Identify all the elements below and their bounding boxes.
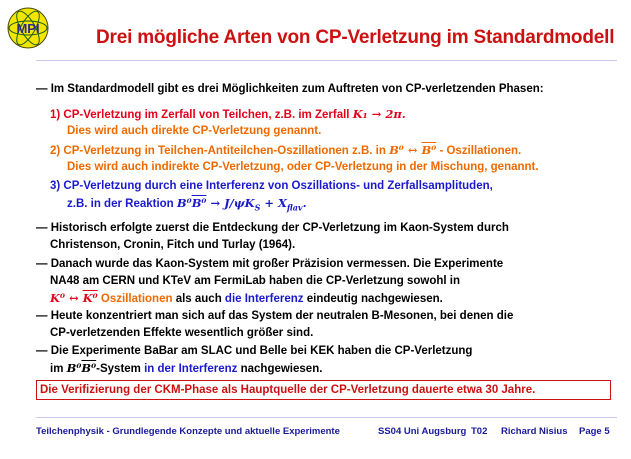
item-1-line-1 xyxy=(50,107,406,123)
item-1-line-2: Dies wird auch direkte CP-Verletzung genannt. xyxy=(67,125,322,137)
bullet-3-line-2: CP-verletzenden Effekte wesentlich größer sind. xyxy=(50,327,314,339)
bullet-4-text-a: im xyxy=(50,363,67,375)
item-2-text: 2) CP-Verletzung in Teilchen-Antiteilchen-Oszillationen z.B. in xyxy=(50,145,390,157)
item-2-formula-b: B⁰ xyxy=(421,143,437,157)
bullet-2-formula-b: K⁰ xyxy=(82,291,98,305)
item-2-line-2: Dies wird auch indirekte CP-Verletzung, oder CP-Verletzung in der Mischung, genannt. xyxy=(67,161,539,173)
page-title: Drei mögliche Arten von CP-Verletzung im Standardmodell xyxy=(96,27,615,48)
bullet-2-mid: als auch xyxy=(172,293,225,305)
footer-page: Page 5 xyxy=(579,426,610,437)
item-3-text: z.B. in der Reaktion xyxy=(67,198,177,210)
bullet-2-interference: die Interferenz xyxy=(224,293,304,305)
bullet-2-line-1: — Danach wurde das Kaon-System mit großer Präzision vermessen. Die Experimente xyxy=(36,258,504,270)
item-1-formula: K₁ → 2π. xyxy=(352,107,406,121)
item-2-text-end: - Oszillationen. xyxy=(436,145,522,157)
bullet-2-line-3 xyxy=(50,291,443,307)
bottom-divider xyxy=(36,417,617,418)
intro-text: — Im Standardmodell gibt es drei Möglichkeiten zum Auftreten von CP-verletzenden Phasen: xyxy=(36,83,544,95)
item-2-line-1 xyxy=(50,143,521,159)
item-1-text: 1) CP-Verletzung im Zerfall von Teilchen, z.B. im Zerfall xyxy=(50,109,353,121)
top-divider xyxy=(36,60,617,61)
footer-course: Teilchenphysik - Grundlegende Konzepte und aktuelle Experimente xyxy=(36,426,340,437)
bullet-2-formula-a: K⁰ ↔ xyxy=(50,291,83,305)
bullet-2-end: eindeutig nachgewiesen. xyxy=(303,293,443,305)
bullet-4-formula-a: B⁰ xyxy=(66,361,82,375)
item-3-formula-b: B⁰ xyxy=(191,196,207,210)
item-3-formula-sub-s: S xyxy=(254,202,261,213)
item-3-formula-d: + X xyxy=(260,196,287,210)
bullet-4-interference: in der Interferenz xyxy=(144,363,238,375)
item-3-formula-a: B⁰ xyxy=(176,196,192,210)
footer-code: T02 xyxy=(471,426,488,437)
item-3-line-2 xyxy=(67,196,307,212)
footer-author: Richard Nisius xyxy=(501,426,568,437)
bullet-1-line-1: — Historisch erfolgte zuerst die Entdeckung der CP-Verletzung im Kaon-System durch xyxy=(36,222,509,234)
item-3-formula-c: → J/ψK xyxy=(206,196,255,210)
bullet-2-oscillations: Oszillationen xyxy=(97,293,173,305)
item-3-formula-end: . xyxy=(302,196,307,210)
footer xyxy=(36,426,618,438)
footer-term: SS04 Uni Augsburg xyxy=(378,426,467,437)
item-3-line-1: 3) CP-Verletzung durch eine Interferenz von Oszillations- und Zerfallsamplituden, xyxy=(50,180,493,192)
item-2-formula-a: B⁰ ↔ xyxy=(389,143,422,157)
bullet-4-end: nachgewiesen. xyxy=(237,363,323,375)
bullet-4-formula-b: B⁰ xyxy=(81,361,97,375)
bullet-4-line-2 xyxy=(50,361,322,377)
item-3-formula-sub-flav: flav xyxy=(286,202,303,213)
bullet-3-line-1: — Heute konzentriert man sich auf das System der neutralen B-Mesonen, bei denen die xyxy=(36,310,514,322)
bullet-2-line-2: NA48 am CERN und KTeV am FermiLab haben die CP-Verletzung sowohl in xyxy=(50,275,461,287)
conclusion-box: Die Verifizierung der CKM-Phase als Hauptquelle der CP-Verletzung dauerte etwa 30 Jahre. xyxy=(36,380,611,400)
bullet-1-line-2: Christenson, Cronin, Fitch und Turlay (1964). xyxy=(50,239,296,251)
svg-text:MPI: MPI xyxy=(16,21,40,36)
bullet-4-text-b: -System xyxy=(96,363,145,375)
mpi-logo xyxy=(6,6,50,50)
bullet-4-line-1: — Die Experimente BaBar am SLAC und Belle bei KEK haben die CP-Verletzung xyxy=(36,345,473,357)
